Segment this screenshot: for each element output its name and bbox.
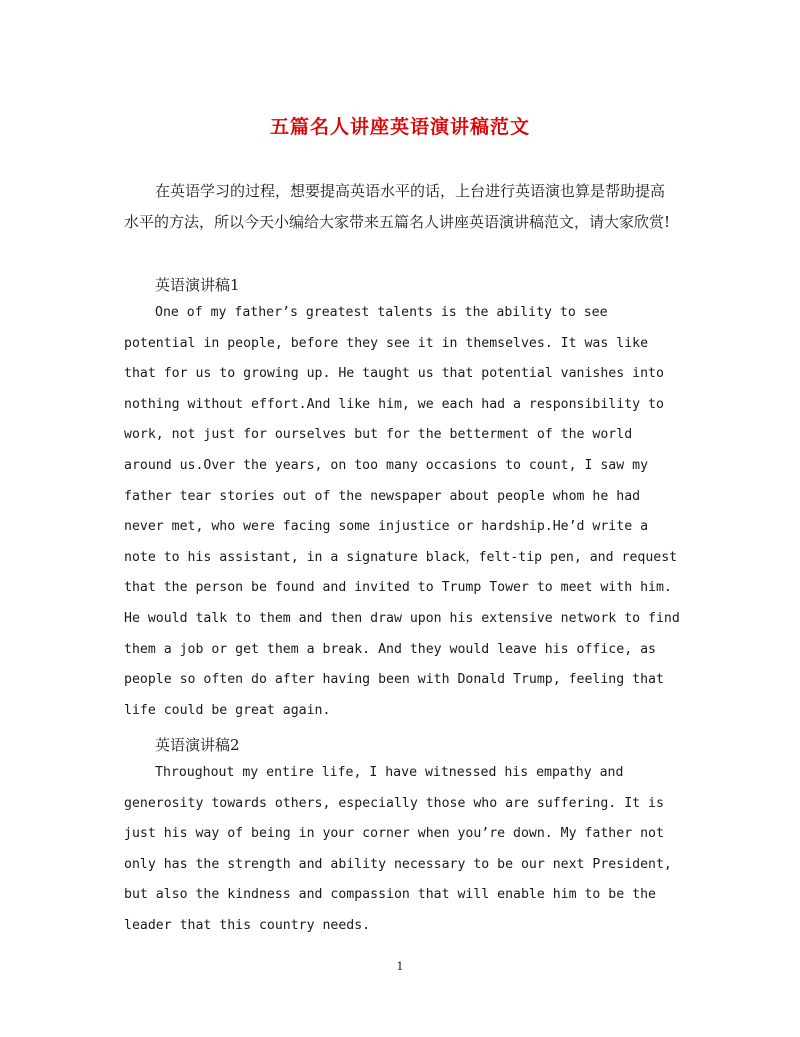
section-heading-2: 英语演讲稿2 [155,736,240,754]
page-number: 1 [396,960,404,973]
section-heading-1: 英语演讲稿1 [155,276,240,294]
section-body-1: One of my father’s greatest talents is the ability to see potential in people, before they see it in themselves. It was like that for us to growing up. He taught us that potential vanishes into nothing without effort.And like him, we each had a responsibility to work, not just for ourselves but for the betterment of the world around us.Over the years, on too many occasions to count, I saw my father tear stories out of the newspaper about people whom he had never met, who were facing some injustice or hardship.He’d write a note to his assistant, in a signature black，felt-tip pen, and request that the person be found and invited to Trump Tower to meet with him. He would talk to them and then draw upon his extensive network to find them a job or get them a break. And they would leave his office, as people so often do after having been with Donald Trump, feeling that life could be great again. [124,305,680,718]
document-title: 五篇名人讲座英语演讲稿范文 [269,116,530,138]
section-body-2: Throughout my entire life, I have witnessed his empathy and generosity towards others, especially those who are suffering. It is just his way of being in your corner when you’re down. My father not only has the strength and ability necessary to be our next President, but also the kindness and compassion that will enable him to be the leader that this country needs. [124,765,672,933]
intro-paragraph: 在英语学习的过程，想要提高英语水平的话，上台进行英语演也算是帮助提高水平的方法，所以今天小编给大家带来五篇名人讲座英语演讲稿范文，请大家欣赏! [124,182,671,231]
